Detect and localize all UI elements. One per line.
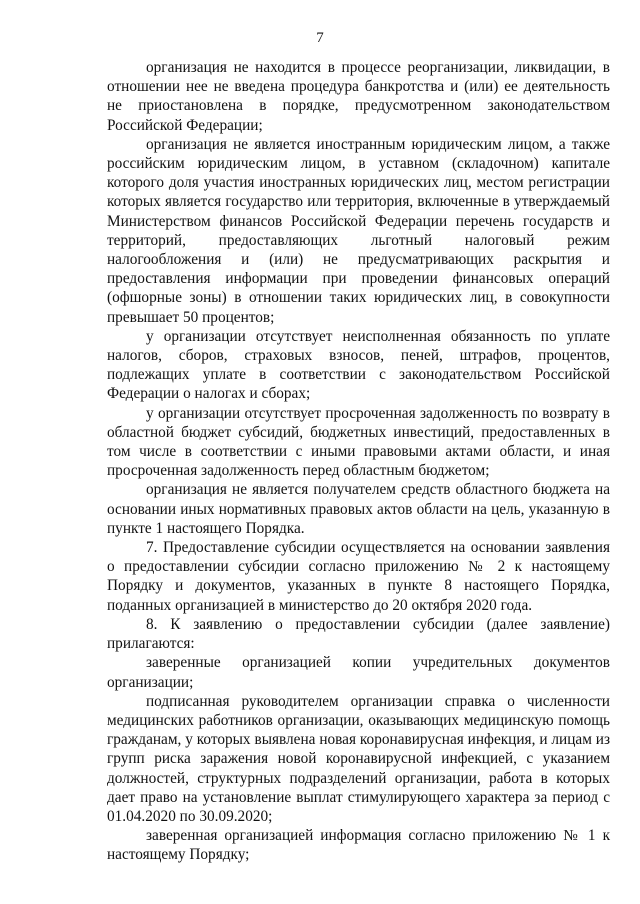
document-body <box>107 58 610 865</box>
paragraph-founding-documents: заверенные организацией копии учредительных документов организации; <box>107 654 610 691</box>
paragraph-item-8: 8. К заявлению о предоставлении субсидии (далее заявление) прилагаются: <box>107 615 610 653</box>
paragraph-staff-certificate: подписанная руководителем организации справка о численности медицинских работников организации, оказывающих медицинскую помощь гражданам, у которых выявлена новая коронавирусная инфекция, и лицам из групп риска заражения новой коронавирусной инфекцией, с указанием должностей, структурных подразделений организации, работа в которых дает право на установление выплат стимулирующего характера за период с 01.04.2020 по 30.09.2020; <box>107 692 610 825</box>
paragraph-not-budget-recipient: организация не является получателем средств областного бюджета на основании иных нормативных правовых актов области на цель, указанную в пункте 1 настоящего Порядка. <box>107 481 610 537</box>
paragraph-not-in-reorganization: организация не находится в процессе реорганизации, ликвидации, в отношении нее не введена процедура банкротства и (или) ее деятельность не приостановлена в порядке, предусмотренном законодательством Российской Федерации; <box>107 59 610 134</box>
paragraph-not-foreign-entity: организация не является иностранным юридическим лицом, а также российским юридическим лицом, в уставном (складочном) капитале которого доля участия иностранных юридических лиц, местом регистрации которых является государство или территория, включенные в утверждаемый Министерством финансов Российской Федерации перечень государств и территорий, предоставляющих льготный налоговый режим налогообложения и (или) не предусматривающих раскрытия и предоставления информации при проведении финансовых операций (офшорные зоны) в отношении таких юридических лиц, в совокупности превышает 50 процентов; <box>107 135 610 326</box>
paragraph-item-7: 7. Предоставление субсидии осуществляется на основании заявления о предоставлении субсидии согласно приложению № 2 к настоящему Порядку и документов, указанных в пункте 8 настоящего Порядка, поданных организацией в министерство до 20 октября 2020 года. <box>107 539 610 614</box>
paragraph-no-tax-debt: у организации отсутствует неисполненная обязанность по уплате налогов, сборов, страховых взносов, пеней, штрафов, процентов, подлежащих уплате в соответствии с законодательством Российской Федерации о налогах и сборах; <box>107 327 610 403</box>
paragraph-no-budget-debt: у организации отсутствует просроченная задолженность по возврату в областной бюджет субсидий, бюджетных инвестиций, предоставленных в том числе в соответствии с иными правовыми актами области, и иная просроченная задолженность перед областным бюджетом; <box>107 404 610 480</box>
paragraph-appendix-1-info: заверенная организацией информация согласно приложению № 1 к настоящему Порядку; <box>107 827 610 864</box>
page-number: 7 <box>316 30 324 46</box>
